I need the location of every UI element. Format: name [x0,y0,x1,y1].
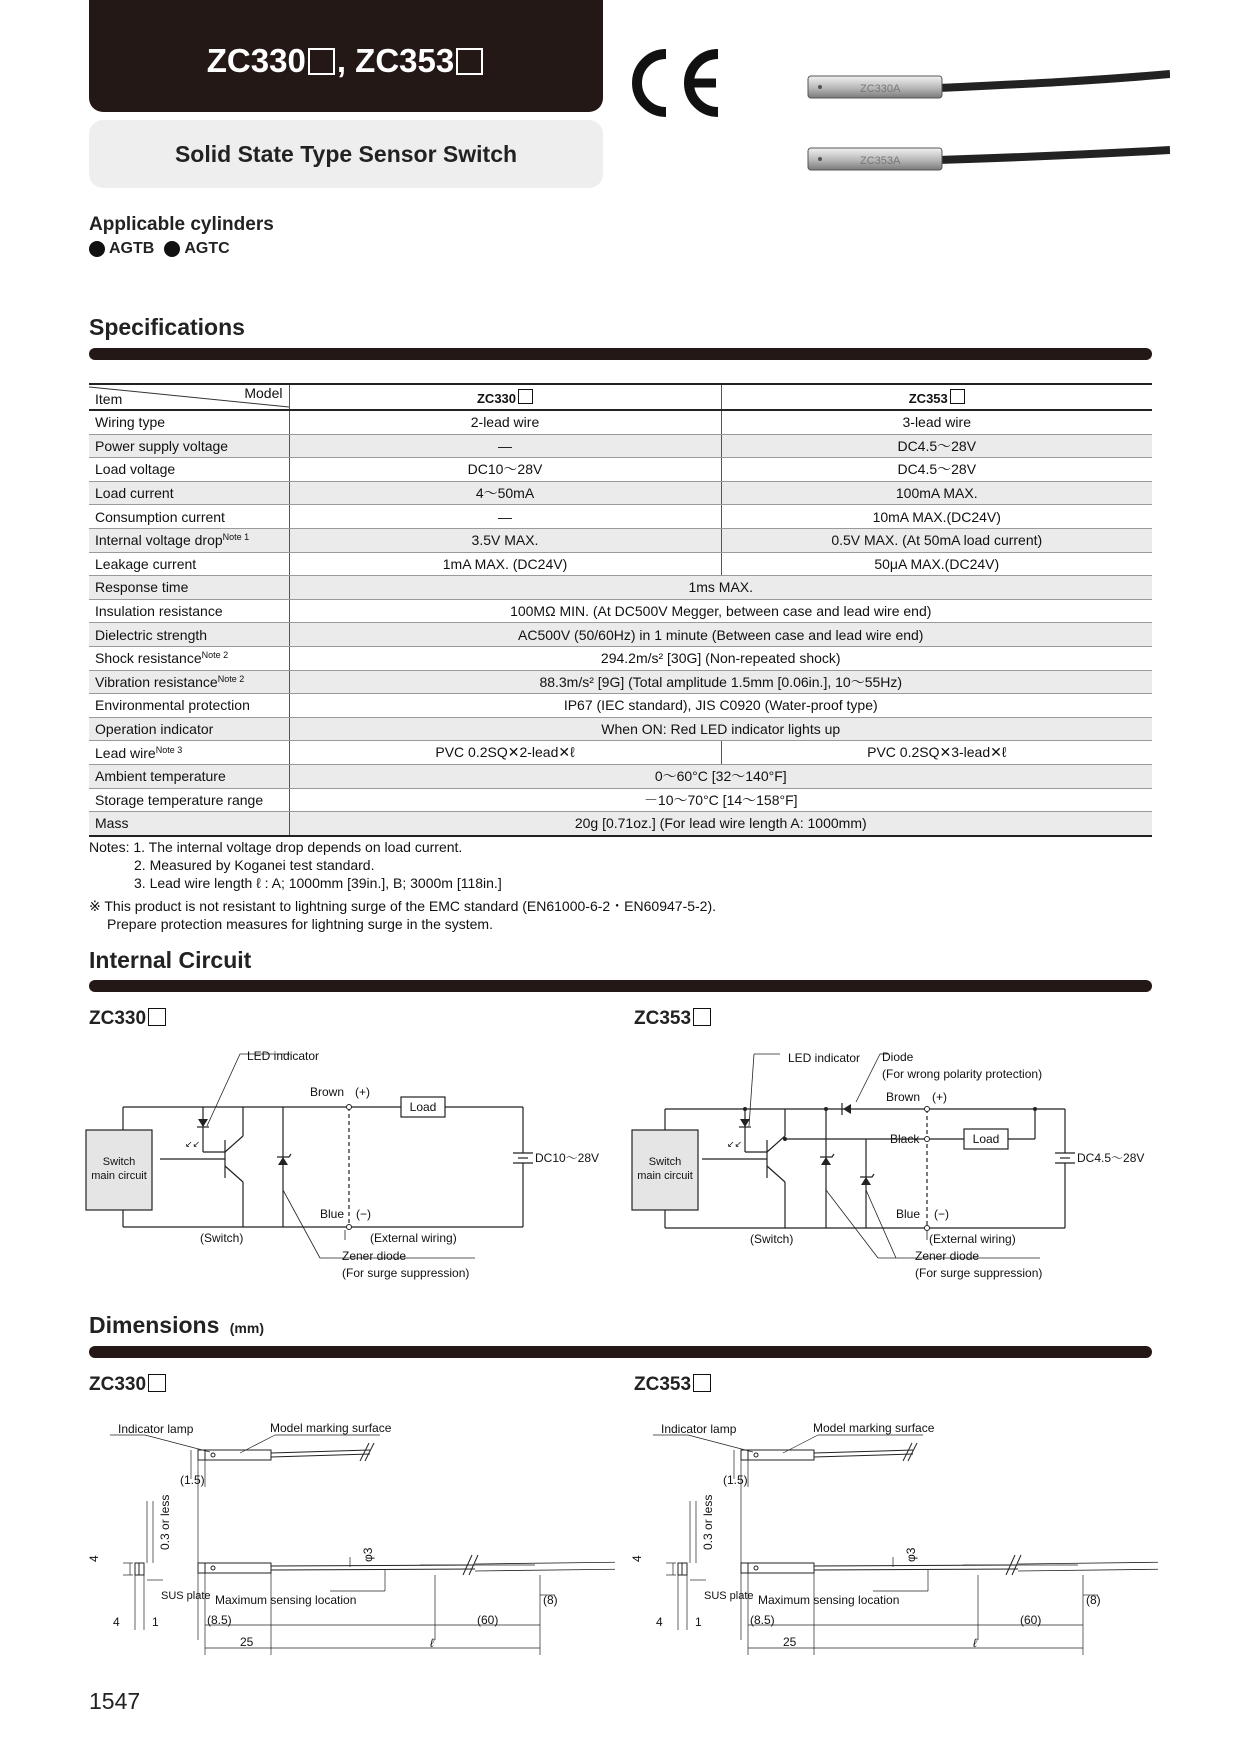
circuit-text: Brown [886,1090,921,1104]
subtitle: Solid State Type Sensor Switch [174,140,518,167]
circuit-text: (−) [934,1207,949,1221]
section-title-dimensions: Dimensions (mm) [89,1312,264,1338]
spec-value-zc353: PVC 0.2SQ✕3-lead✕ℓ [721,741,1152,765]
section-title-internal-circuit: Internal Circuit [89,947,252,973]
dim-label: ℓ [430,1636,434,1650]
dimension-drawing-zc353 [628,1395,1158,1665]
circuit-text: (External wiring) [929,1232,1016,1246]
circuit-text: (For wrong polarity protection) [882,1067,1043,1081]
circuit-model-zc353: ZC353 [634,1008,711,1030]
warning-line: ※ This product is not resistant to lightning surge of the EMC standard (EN61000-6-2・EN60947-5-2). [89,898,717,914]
dim-label: 4 [656,1615,663,1629]
spec-value-zc330: PVC 0.2SQ✕2-lead✕ℓ [289,741,721,765]
dim-model-zc330: ZC330 [89,1374,166,1396]
dim-label: φ3 [904,1547,918,1562]
spec-header-row [89,384,1152,410]
dim-label: 0.3 or less [158,1494,172,1550]
model-suffix-box [308,48,335,75]
section-rule [89,1346,1152,1358]
spec-item-label: Lead wire$^{Note 3}$ [89,741,289,765]
title-model-b: , ZC353 [336,42,455,79]
spec-value-zc330: 3.5V MAX. [289,528,721,552]
ce-mark-icon [620,44,725,122]
spec-row [89,410,1152,434]
dim-label: ℓ [973,1636,977,1650]
spec-item-label: Mass [89,812,289,836]
dim-label: (1.5) [723,1473,748,1487]
item-header: Item [95,391,123,407]
circuit-text: (−) [356,1207,371,1221]
zener-diode-icon [861,1177,871,1185]
product-photo [800,60,1170,190]
spec-row [89,528,1152,552]
spec-row [89,812,1152,836]
spec-item-label: Environmental protection [89,694,289,718]
spec-value-zc330: 4～50mA [289,481,721,505]
spec-item-label: Vibration resistance$^{Note 2}$ [89,670,289,694]
circuit-text: Blue [320,1207,345,1221]
spec-value-both: 1ms MAX. [289,576,1152,600]
spec-row [89,458,1152,482]
dim-label: 1 [152,1615,159,1629]
spec-value-zc330: — [289,434,721,458]
spec-item-label: Dielectric strength [89,623,289,647]
subtitle-banner [89,120,603,188]
dim-label: Indicator lamp [118,1422,194,1436]
spec-value-zc353: 0.5V MAX. (At 50mA load current) [721,528,1152,552]
applicable-list [89,240,230,258]
spec-value-zc353: 10mA MAX.(DC24V) [721,505,1152,529]
polarity-diode-icon [843,1104,851,1114]
circuit-text: main circuit [91,1170,147,1182]
led-diode-icon [198,1119,208,1127]
spec-row [89,623,1152,647]
spec-value-both: When ON: Red LED indicator lights up [289,717,1152,741]
spec-value-both: 0～60°C [32～140°F] [289,764,1152,788]
circuit-diagram-zc330 [85,1040,625,1290]
spec-item-label: Response time [89,576,289,600]
model-header-zc330: ZC330 [289,384,721,410]
circuit-text: Zener diode [915,1249,980,1263]
title-model-a: ZC330 [206,42,306,79]
photo-label-a: ZC330A [860,83,901,95]
bullet-icon [164,241,180,257]
photo-label-b: ZC353A [860,155,901,167]
note-line: 3. Lead wire length ℓ : A; 1000mm [39in.], B; 3000m [118in.] [134,875,502,891]
spec-value-zc330: 1mA MAX. (DC24V) [289,552,721,576]
dim-label: (8) [1086,1593,1101,1607]
spec-item-label: Internal voltage drop$^{Note 1}$ [89,528,289,552]
spec-row [89,764,1152,788]
dim-label: Maximum sensing location [215,1593,357,1607]
circuit-text: Black [890,1132,920,1146]
spec-header-cell [89,384,289,410]
spec-item-label: Load current [89,481,289,505]
dimension-drawing-zc330 [85,1395,615,1665]
model-suffix-box [456,48,483,75]
dimensions-unit: (mm) [229,1320,264,1336]
dim-label: Indicator lamp [661,1422,737,1436]
circuit-text: Load [972,1132,1000,1146]
circuit-text: Diode [882,1050,914,1064]
circuit-text: Switch [102,1156,136,1168]
spec-value-zc353: 100mA MAX. [721,481,1152,505]
circuit-text: (Switch) [200,1231,244,1245]
dim-label: 4 [113,1615,120,1629]
notes-block [89,838,716,933]
spec-row [89,788,1152,812]
spec-value-both: －10～70°C [14～158°F] [289,788,1152,812]
spec-item-label: Shock resistance$^{Note 2}$ [89,646,289,670]
dim-label: Model marking surface [813,1421,935,1435]
circuit-text: (External wiring) [370,1231,457,1245]
dim-label: 4 [87,1555,101,1562]
dim-label: SUS plate [161,1590,211,1602]
sensor-zc330-photo [808,74,1170,98]
circuit-diagram-zc353 [630,1040,1170,1290]
circuit-text: (+) [932,1090,947,1104]
dim-label: Model marking surface [270,1421,392,1435]
led-diode-icon [740,1119,750,1127]
spec-item-label: Operation indicator [89,717,289,741]
dim-label: φ3 [361,1547,375,1562]
circuit-model-zc330: ZC330 [89,1008,166,1030]
cylinder-agtb: AGTB [109,240,155,257]
spec-value-both: 100MΩ MIN. (At DC500V Megger, between case and lead wire end) [289,599,1152,623]
section-title-specifications: Specifications [89,314,245,340]
spec-value-zc353: DC4.5～28V [721,458,1152,482]
spec-item-label: Ambient temperature [89,764,289,788]
spec-value-zc330: DC10～28V [289,458,721,482]
spec-value-zc330: 2-lead wire [289,410,721,434]
dim-label: (1.5) [180,1473,205,1487]
spec-row [89,694,1152,718]
spec-item-label: Power supply voltage [89,434,289,458]
circuit-text: Brown [310,1085,345,1099]
dim-label: 0.3 or less [701,1494,715,1550]
circuit-text: Zener diode [342,1249,407,1263]
spec-row [89,576,1152,600]
spec-value-zc353: 50μA MAX.(DC24V) [721,552,1152,576]
zener-diode-icon [821,1157,831,1165]
circuit-text: Switch [648,1156,682,1168]
spec-row [89,481,1152,505]
spec-value-both: AC500V (50/60Hz) in 1 minute (Between case and lead wire end) [289,623,1152,647]
section-rule [89,980,1152,992]
spec-value-zc330: — [289,505,721,529]
spec-item-label: Insulation resistance [89,599,289,623]
page-number: 1547 [89,1688,141,1714]
dim-label: (60) [1020,1613,1042,1627]
circuit-text: Blue [896,1207,921,1221]
circuit-text: (For surge suppression) [342,1266,470,1280]
model-header: Model [244,385,283,401]
dim-model-zc353: ZC353 [634,1374,711,1396]
note-line: Notes: 1. The internal voltage drop depends on load current. [89,839,463,855]
warning-line: Prepare protection measures for lightning surge in the system. [107,916,493,932]
dim-label: 4 [630,1555,644,1562]
cylinder-agtc: AGTC [184,240,230,257]
dim-label: SUS plate [704,1590,754,1602]
dim-label: 25 [783,1635,797,1649]
spec-row [89,741,1152,765]
circuit-text: main circuit [637,1170,693,1182]
spec-row [89,599,1152,623]
circuit-text: DC4.5～28V [1077,1151,1145,1165]
zener-diode-icon [278,1157,288,1165]
title-banner [89,0,603,112]
model-header-zc353: ZC353 [721,384,1152,410]
spec-item-label: Storage temperature range [89,788,289,812]
spec-value-both: 20g [0.71oz.] (For lead wire length A: 1000mm) [289,812,1152,836]
spec-row [89,552,1152,576]
circuit-text: LED indicator [247,1049,320,1063]
spec-value-both: 88.3m/s² [9G] (Total amplitude 1.5mm [0.06in.], 10～55Hz) [289,670,1152,694]
spec-row [89,434,1152,458]
note-line: 2. Measured by Koganei test standard. [134,857,375,873]
spec-row [89,670,1152,694]
spec-row [89,505,1152,529]
spec-item-label: Consumption current [89,505,289,529]
spec-value-zc353: DC4.5～28V [721,434,1152,458]
applicable-heading: Applicable cylinders [89,214,274,235]
circuit-text: (+) [355,1085,370,1099]
spec-row [89,717,1152,741]
spec-item-label: Leakage current [89,552,289,576]
section-rule [89,348,1152,360]
spec-value-zc353: 3-lead wire [721,410,1152,434]
sensor-zc353-photo [808,148,1170,170]
circuit-text: (For surge suppression) [915,1266,1043,1280]
dim-label: (60) [477,1613,499,1627]
spec-row [89,646,1152,670]
dim-label: 1 [695,1615,702,1629]
spec-item-label: Wiring type [89,410,289,434]
circuit-text: DC10～28V [535,1151,600,1165]
dim-label: (8.5) [750,1613,775,1627]
circuit-text: (Switch) [750,1232,794,1246]
spec-value-both: 294.2m/s² [30G] (Non-repeated shock) [289,646,1152,670]
circuit-text: Load [409,1100,437,1114]
bullet-icon [89,241,105,257]
light-rays-icon: ↙↙ [727,1139,743,1149]
spec-item-label: Load voltage [89,458,289,482]
dim-label: 25 [240,1635,254,1649]
spec-value-both: IP67 (IEC standard), JIS C0920 (Water-proof type) [289,694,1152,718]
spec-table [89,383,1152,837]
circuit-text: LED indicator [788,1051,861,1065]
dim-label: (8.5) [207,1613,232,1627]
dim-label: (8) [543,1593,558,1607]
dim-label: Maximum sensing location [758,1593,900,1607]
light-rays-icon: ↙↙ [185,1139,201,1149]
